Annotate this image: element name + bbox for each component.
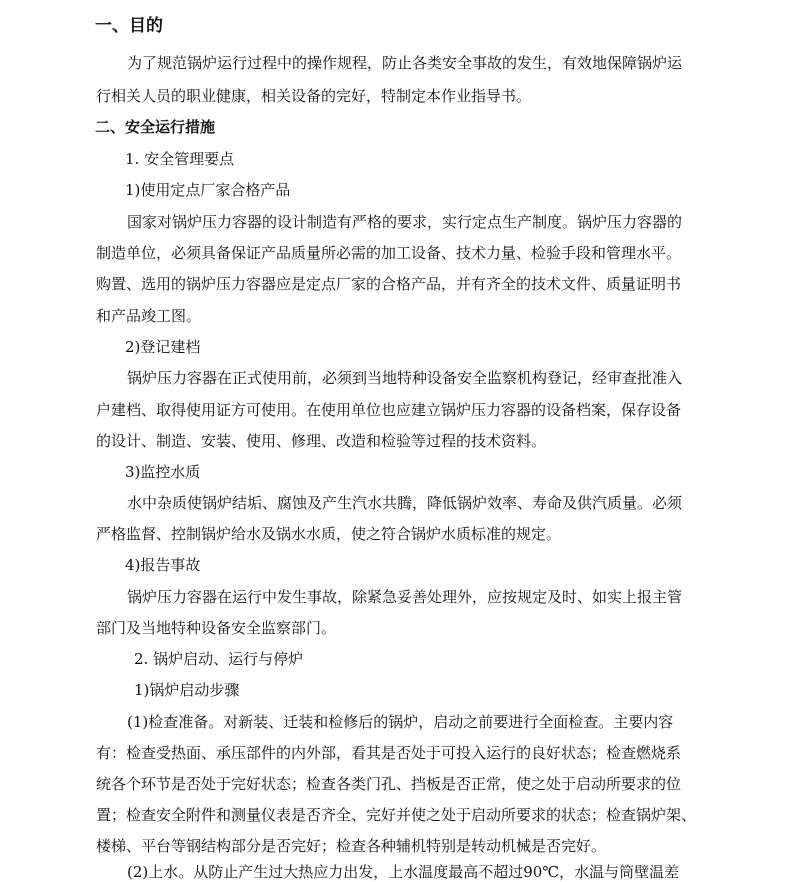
paragraph-inspection-line-4: 置；检查安全附件和测量仪表是否齐全、完好并使之处于启动所要求的状态；检查锅炉架、 <box>96 806 697 824</box>
paragraph-inspection-line-3: 统各个环节是否处于完好状态；检查各类门孔、挡板是否正常，使之处于启动所要求的位 <box>96 775 682 793</box>
paragraph-registration-line-1: 锅炉压力容器在正式使用前，必须到当地特种设备安全监察机构登记，经审查批准入 <box>127 369 683 387</box>
paragraph-inspection-line-1: (1)检查准备。对新装、迁装和检修后的锅炉，启动之前要进行全面检查。主要内容 <box>127 713 674 731</box>
paragraph-water-quality-line-2: 严格监督、控制锅炉给水及锅水水质，使之符合锅炉水质标准的规定。 <box>96 525 562 543</box>
item-heading-qualified-products: 1)使用定点厂家合格产品 <box>125 181 291 199</box>
paragraph-qualified-line-4: 和产品竣工图。 <box>96 307 202 325</box>
paragraph-water-fill-line-1: (2)上水。从防止产生过大热应力出发，上水温度最高不超过90℃，水温与筒壁温差 <box>127 863 680 881</box>
section-heading-safety-measures: 二、安全运行措施 <box>95 118 216 136</box>
section-heading-purpose: 一、目的 <box>95 16 163 36</box>
paragraph-registration-line-2: 户建档、取得使用证方可使用。在使用单位也应建立锅炉压力容器的设备档案，保存设备 <box>96 401 682 419</box>
item-heading-startup-steps: 1)锅炉启动步骤 <box>134 681 240 699</box>
paragraph-water-quality-line-1: 水中杂质使锅炉结垢、腐蚀及产生汽水共腾，降低锅炉效率、寿命及供汽质量。必须 <box>127 494 683 512</box>
item-heading-registration: 2)登记建档 <box>125 338 201 356</box>
paragraph-report-line-1: 锅炉压力容器在运行中发生事故，除紧急妥善处理外，应按规定及时、如实上报主管 <box>127 588 683 606</box>
paragraph-report-line-2: 部门及当地特种设备安全监察部门。 <box>96 619 337 637</box>
paragraph-inspection-line-2: 有：检查受热面、承压部件的内外部，看其是否处于可投入运行的良好状态；检查燃烧系 <box>96 744 682 762</box>
paragraph-qualified-line-3: 购置、选用的锅炉压力容器应是定点厂家的合格产品，并有齐全的技术文件、质量证明书 <box>96 275 682 293</box>
subsection-heading-safety-management: 1. 安全管理要点 <box>125 150 235 168</box>
item-heading-report-accident: 4)报告事故 <box>125 556 201 574</box>
paragraph-qualified-line-2: 制造单位，必须具备保证产品质量所必需的加工设备、技术力量、检验手段和管理水平。 <box>96 244 682 262</box>
paragraph-purpose-line-1: 为了规范锅炉运行过程中的操作规程，防止各类安全事故的发生，有效地保障锅炉运 <box>127 54 683 72</box>
paragraph-purpose-line-2: 行相关人员的职业健康，相关设备的完好，特制定本作业指导书。 <box>96 87 532 105</box>
paragraph-qualified-line-1: 国家对锅炉压力容器的设计制造有严格的要求，实行定点生产制度。锅炉压力容器的 <box>127 213 683 231</box>
subsection-heading-boiler-operation: 2. 锅炉启动、运行与停炉 <box>134 650 304 668</box>
paragraph-inspection-line-5: 楼梯、平台等钢结构部分是否完好；检查各种辅机特别是转动机械是否完好。 <box>96 837 607 855</box>
item-heading-water-quality: 3)监控水质 <box>125 463 201 481</box>
paragraph-registration-line-3: 的设计、制造、安装、使用、修理、改造和检验等过程的技术资料。 <box>96 432 547 450</box>
